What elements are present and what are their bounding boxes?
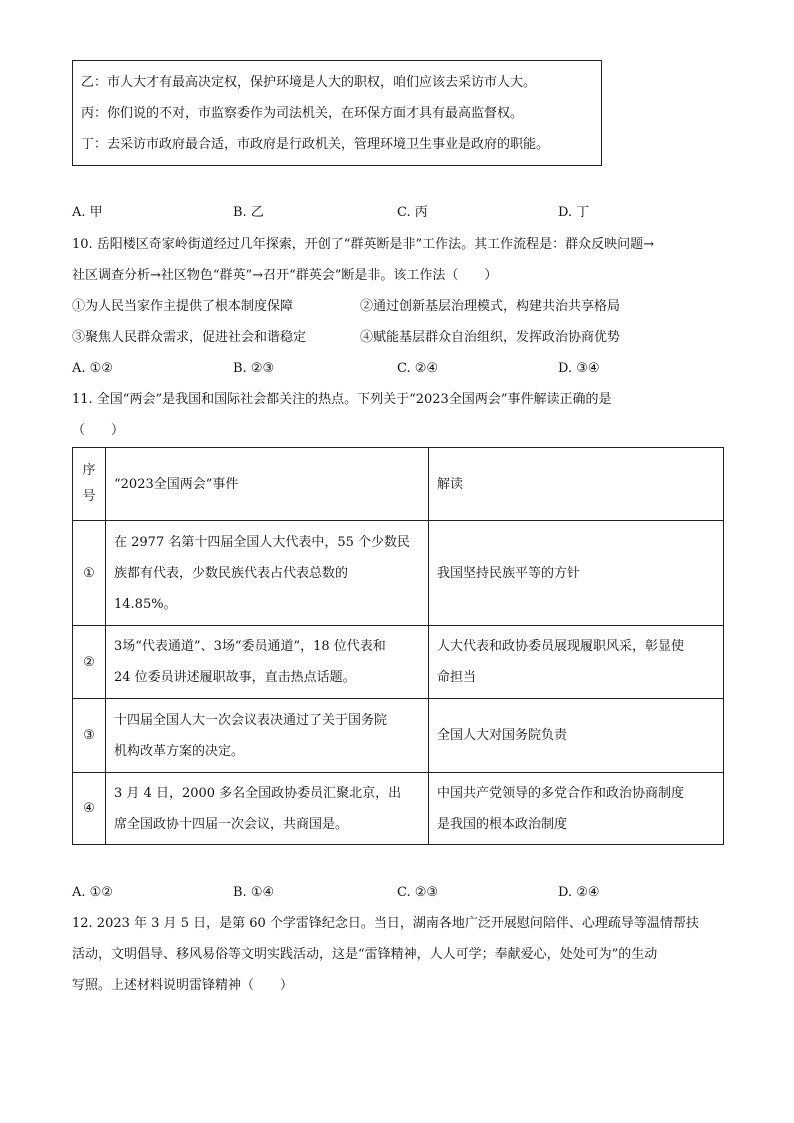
row-event — [106, 699, 429, 773]
table-row — [73, 699, 724, 773]
event-line: 机构改革方案的决定。 — [114, 743, 245, 759]
q9-option-b[interactable]: B. 乙 — [233, 205, 264, 220]
row-interpretation — [429, 626, 724, 699]
q11-option-a[interactable]: A. ①② — [72, 885, 113, 900]
table-header-row — [73, 448, 724, 521]
header-number-text: 序号 — [82, 463, 96, 504]
q9-option-a[interactable]: A. 甲 — [72, 205, 103, 220]
q11-stem-line-2: （ ） — [72, 423, 125, 438]
q11-option-d[interactable]: D. ②④ — [558, 885, 600, 900]
header-interpretation: 解读 — [429, 448, 724, 521]
q10-option-b[interactable]: B. ②③ — [233, 361, 275, 376]
q11-option-c[interactable]: C. ②③ — [397, 885, 439, 900]
q10-stem-line-1: 10. 岳阳楼区奇家岭街道经过几年探索，开创了“群英断是非”工作法。其工作流程是：群众反映问题→ — [72, 237, 654, 252]
q12-stem-line-1: 12. 2023 年 3 月 5 日，是第 60 个学雷锋纪念日。当日，湖南各地广泛开展慰问陪伴、心理疏导等温情帮扶 — [72, 916, 699, 931]
q10-stem-line-2: 社区调查分析→社区物色“群英”→召开“群英会”断是非。该工作法（ ） — [72, 268, 498, 283]
interpretation-line: 是我国的根本政治制度 — [437, 816, 568, 832]
row-interpretation — [429, 699, 724, 773]
row-event — [106, 521, 429, 626]
q9-option-d[interactable]: D. 丁 — [558, 205, 590, 220]
q10-statement-2: ②通过创新基层治理模式，构建共治共享格局 — [360, 299, 621, 314]
row-event — [106, 773, 429, 845]
event-line: 14.85%。 — [114, 596, 177, 612]
q10-statement-4: ④赋能基层群众自治组织，发挥政治协商优势 — [360, 330, 621, 345]
q10-option-c[interactable]: C. ②④ — [397, 361, 439, 376]
event-line: 席全国政协十四届一次会议，共商国是。 — [114, 816, 349, 832]
header-number — [73, 448, 106, 521]
q11-stem-line-1: 11. 全国“两会”是我国和国际社会都关注的热点。下列关于“2023全国两会”事件解读正确的是 — [72, 392, 612, 407]
row-event — [106, 626, 429, 699]
row-interpretation — [429, 773, 724, 845]
row-number: ④ — [73, 773, 106, 845]
interpretation-line: 全国人大对国务院负责 — [437, 728, 568, 743]
event-line: 3场“代表通道”、3场“委员通道”，18 位代表和 — [114, 639, 386, 654]
interpretation-line: 命担当 — [437, 670, 477, 685]
q10-option-d[interactable]: D. ③④ — [558, 361, 600, 376]
row-number: ① — [73, 521, 106, 626]
event-line: 在 2977 名第十四届全国人大代表中，55 个少数民 — [114, 534, 411, 550]
q11-option-b[interactable]: B. ①④ — [233, 885, 275, 900]
interpretation-line: 人大代表和政协委员展现履职风采，彰显使 — [437, 639, 685, 654]
row-number: ③ — [73, 699, 106, 773]
event-line: 24 位委员讲述履职故事，直击热点话题。 — [114, 670, 356, 685]
q10-option-a[interactable]: A. ①② — [72, 361, 113, 376]
q10-statement-3: ③聚焦人民群众需求，促进社会和谐稳定 — [72, 330, 307, 345]
row-number: ② — [73, 626, 106, 699]
q12-stem-line-2: 活动，文明倡导、移风易俗等文明实践活动，这是“雷锋精神，人人可学；奉献爱心，处处可为”的生动 — [72, 947, 658, 962]
row-interpretation — [429, 521, 724, 626]
table-row — [73, 773, 724, 845]
event-line: 3 月 4 日，2000 多名全国政协委员汇聚北京，出 — [114, 785, 402, 801]
event-line: 十四届全国人大一次会议表决通过了关于国务院 — [114, 712, 388, 728]
q10-statement-1: ①为人民当家作主提供了根本制度保障 — [72, 299, 294, 314]
dialogue-line-bing: 丙：你们说的不对，市监察委作为司法机关，在环保方面才具有最高监督权。 — [81, 106, 524, 121]
dialogue-box — [72, 60, 602, 166]
header-event: “2023全国两会”事件 — [106, 448, 429, 521]
dialogue-line-ding: 丁：去采访市政府最合适，市政府是行政机关，管理环境卫生事业是政府的职能。 — [81, 137, 550, 152]
events-table — [72, 447, 724, 845]
q12-stem-line-3: 写照。上述材料说明雷锋精神（ ） — [72, 978, 294, 993]
q9-option-c[interactable]: C. 丙 — [397, 205, 428, 220]
table-row — [73, 626, 724, 699]
interpretation-line: 我国坚持民族平等的方针 — [437, 565, 581, 581]
dialogue-line-yi: 乙：市人大才有最高决定权，保护环境是人大的职权，咱们应该去采访市人大。 — [81, 75, 537, 90]
event-line: 族都有代表，少数民族代表占代表总数的 — [114, 565, 349, 581]
interpretation-line: 中国共产党领导的多党合作和政治协商制度 — [437, 785, 685, 801]
table-row — [73, 521, 724, 626]
